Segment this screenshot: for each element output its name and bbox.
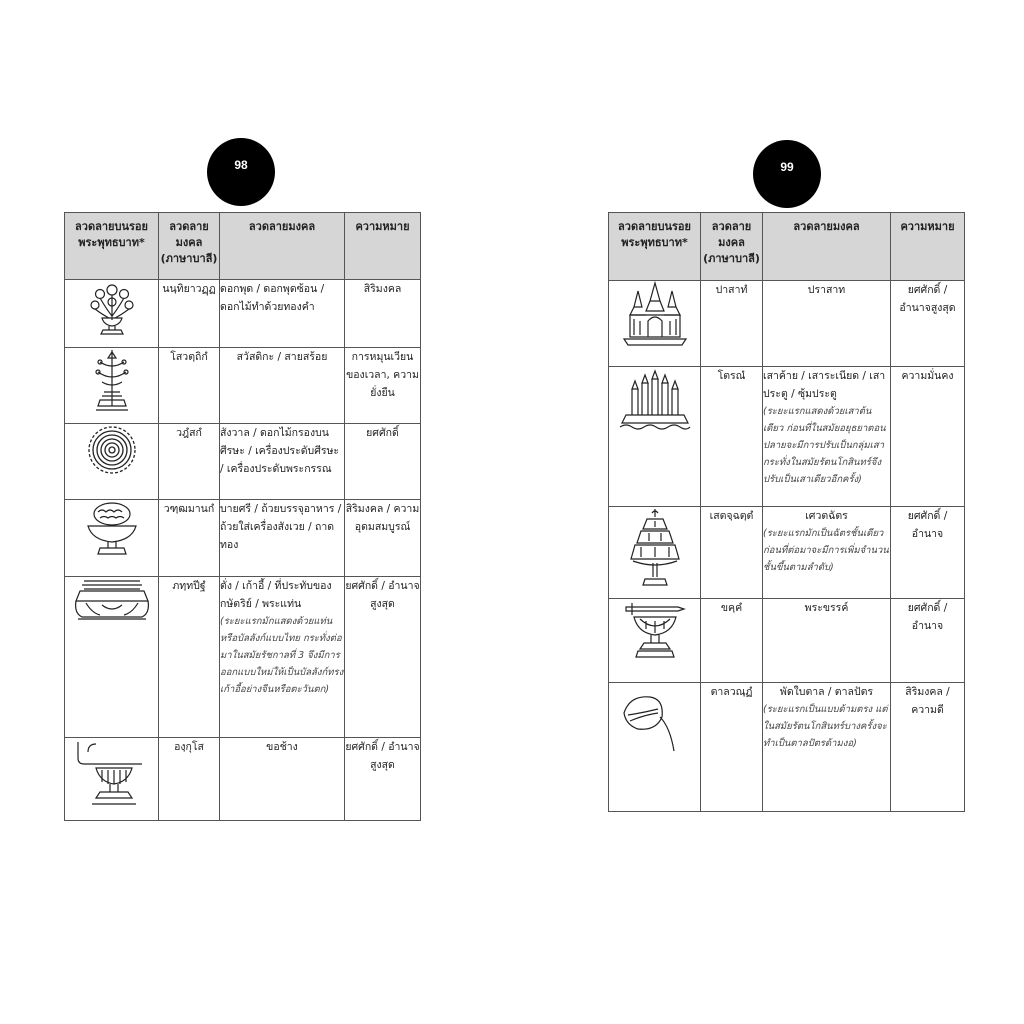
table-row bbox=[65, 738, 421, 821]
pali-name: ตาลวณฺฏํ bbox=[701, 683, 763, 812]
table-row bbox=[609, 683, 965, 812]
symbol-name: ปราสาท bbox=[807, 284, 846, 296]
header-meaning: ความหมาย bbox=[345, 213, 421, 280]
symbol-name: พระขรรค์ bbox=[804, 602, 849, 614]
page-number-tab bbox=[207, 138, 275, 206]
symbols-table-left bbox=[64, 212, 421, 821]
table-row bbox=[609, 367, 965, 507]
pali-name: นนฺทิยาวฏฺฏ bbox=[159, 280, 220, 348]
significance: ยศศักดิ์ / อำนาจ bbox=[891, 599, 965, 683]
tiered-umbrella-icon bbox=[627, 507, 683, 591]
gate-pillars-icon bbox=[618, 367, 692, 437]
historical-note: (ระยะแรกมักเป็นฉัตรชั้นเดียวก่อนที่ต่อมาจะมีการเพิ่มจำนวนชั้นขึ้นตามลำดับ) bbox=[763, 528, 889, 573]
page-number-tab bbox=[753, 140, 821, 208]
pali-name: ภทฺทปีฐํ bbox=[159, 577, 220, 738]
table-row bbox=[65, 280, 421, 348]
symbol-name: พัดใบตาล / ตาลปัตร bbox=[779, 686, 874, 698]
symbol-name: สวัสดิกะ / สายสร้อย bbox=[236, 351, 328, 363]
elephant-goad-icon bbox=[72, 738, 152, 812]
significance: สิริมงคล / ความอุดมสมบูรณ์ bbox=[345, 500, 421, 577]
pali-name: วฑฺฒมานกํ bbox=[159, 500, 220, 577]
sword-on-stand-icon bbox=[622, 599, 688, 665]
pali-name: วฎํสกํ bbox=[159, 424, 220, 500]
table-row bbox=[65, 500, 421, 577]
header-footprint: ลวดลายบนรอยพระพุทธบาท* bbox=[65, 213, 159, 280]
table-row bbox=[65, 348, 421, 424]
significance: สิริมงคล / ความดี bbox=[891, 683, 965, 812]
header-pali: ลวดลายมงคล (ภาษาบาลี) bbox=[159, 213, 220, 280]
symbol-name: ดอกพุด / ดอกพุดซ้อน / ดอกไม้ทำด้วยทองคำ bbox=[220, 283, 325, 313]
significance: ยศศักดิ์ / อำนาจสูงสุด bbox=[891, 281, 965, 367]
symbol-name: ตั่ง / เก้าอี้ / ที่ประทับของกษัตริย์ / พระแท่น bbox=[220, 580, 332, 610]
header-meaning: ความหมาย bbox=[891, 213, 965, 281]
pali-name: ปาสาทํ bbox=[701, 281, 763, 367]
historical-note: (ระยะแรกแสดงด้วยเสาต้นเดียว ก่อนที่ในสมัยอยุธยาตอนปลายจะมีการปรับเป็นกลุ่มเสา กระทั่งในสมัยรัตนโกสินทร์จึงปรับเป็นเสาเดียวอีกครั้ง) bbox=[763, 406, 886, 485]
symbol-name: เศวตฉัตร bbox=[805, 510, 848, 522]
palace-icon bbox=[620, 281, 690, 351]
offering-bowl-icon bbox=[82, 500, 142, 556]
significance: ยศศักดิ์ / อำนาจสูงสุด bbox=[345, 577, 421, 738]
symbol-name: ขอช้าง bbox=[266, 741, 298, 753]
pali-name: ขคฺคํ bbox=[701, 599, 763, 683]
symbol-name: สังวาล / ดอกไม้กรองบนศีรษะ / เครื่องประดับศีรษะ / เครื่องประดับพระกรรณ bbox=[220, 427, 340, 475]
page-number: 98 bbox=[234, 158, 248, 172]
table-row bbox=[609, 281, 965, 367]
table-row bbox=[609, 599, 965, 683]
palm-leaf-fan-icon bbox=[620, 683, 690, 753]
significance: ยศศักดิ์ / อำนาจ bbox=[891, 507, 965, 599]
pali-name: โสวตฺถิกํ bbox=[159, 348, 220, 424]
throne-icon bbox=[72, 577, 152, 621]
table-row bbox=[609, 507, 965, 599]
header-symbol: ลวดลายมงคล bbox=[220, 213, 345, 280]
right-page bbox=[512, 0, 1024, 1024]
significance: ความมั่นคง bbox=[891, 367, 965, 507]
page-number: 99 bbox=[780, 160, 794, 174]
significance: ยศศักดิ์ / อำนาจสูงสุด bbox=[345, 738, 421, 821]
table-row bbox=[65, 577, 421, 738]
concentric-circles-icon bbox=[86, 424, 138, 476]
significance: ยศศักดิ์ bbox=[345, 424, 421, 500]
pali-name: เสตจฺฉตฺตํ bbox=[701, 507, 763, 599]
pali-name: องฺกุโส bbox=[159, 738, 220, 821]
flower-vase-icon bbox=[87, 280, 137, 336]
significance: การหมุนเวียนของเวลา, ความยั่งยืน bbox=[345, 348, 421, 424]
historical-note: (ระยะแรกมักแสดงด้วยแท่นหรือบัลลังก์แบบไทย กระทั่งต่อมาในสมัยรัชกาลที่ 3 จึงมีการออกแบบใหม่ให้เป็นบัลลังก์ทรงเก้าอี้อย่างจีนหรือตะวันตก) bbox=[220, 616, 344, 695]
symbols-table-right bbox=[608, 212, 965, 812]
significance: สิริมงคล bbox=[345, 280, 421, 348]
table-row bbox=[65, 424, 421, 500]
header-symbol: ลวดลายมงคล bbox=[763, 213, 891, 281]
symbol-name: บายศรี / ถ้วยบรรจุอาหาร / ถ้วยใส่เครื่องสังเวย / ถาดทอง bbox=[220, 503, 342, 551]
header-footprint: ลวดลายบนรอยพระพุทธบาท* bbox=[609, 213, 701, 281]
symbol-name: เสาค้าย / เสาระเนียด / เสาประตู / ซุ้มประตู bbox=[763, 370, 886, 400]
swastika-ornament-icon bbox=[90, 348, 134, 414]
header-pali: ลวดลายมงคล (ภาษาบาลี) bbox=[701, 213, 763, 281]
historical-note: (ระยะแรกเป็นแบบด้ามตรง แต่ในสมัยรัตนโกสินทร์บางครั้งจะทำเป็นตาลปัตรด้ามงอ) bbox=[763, 704, 888, 749]
pali-name: โตรณํ bbox=[701, 367, 763, 507]
